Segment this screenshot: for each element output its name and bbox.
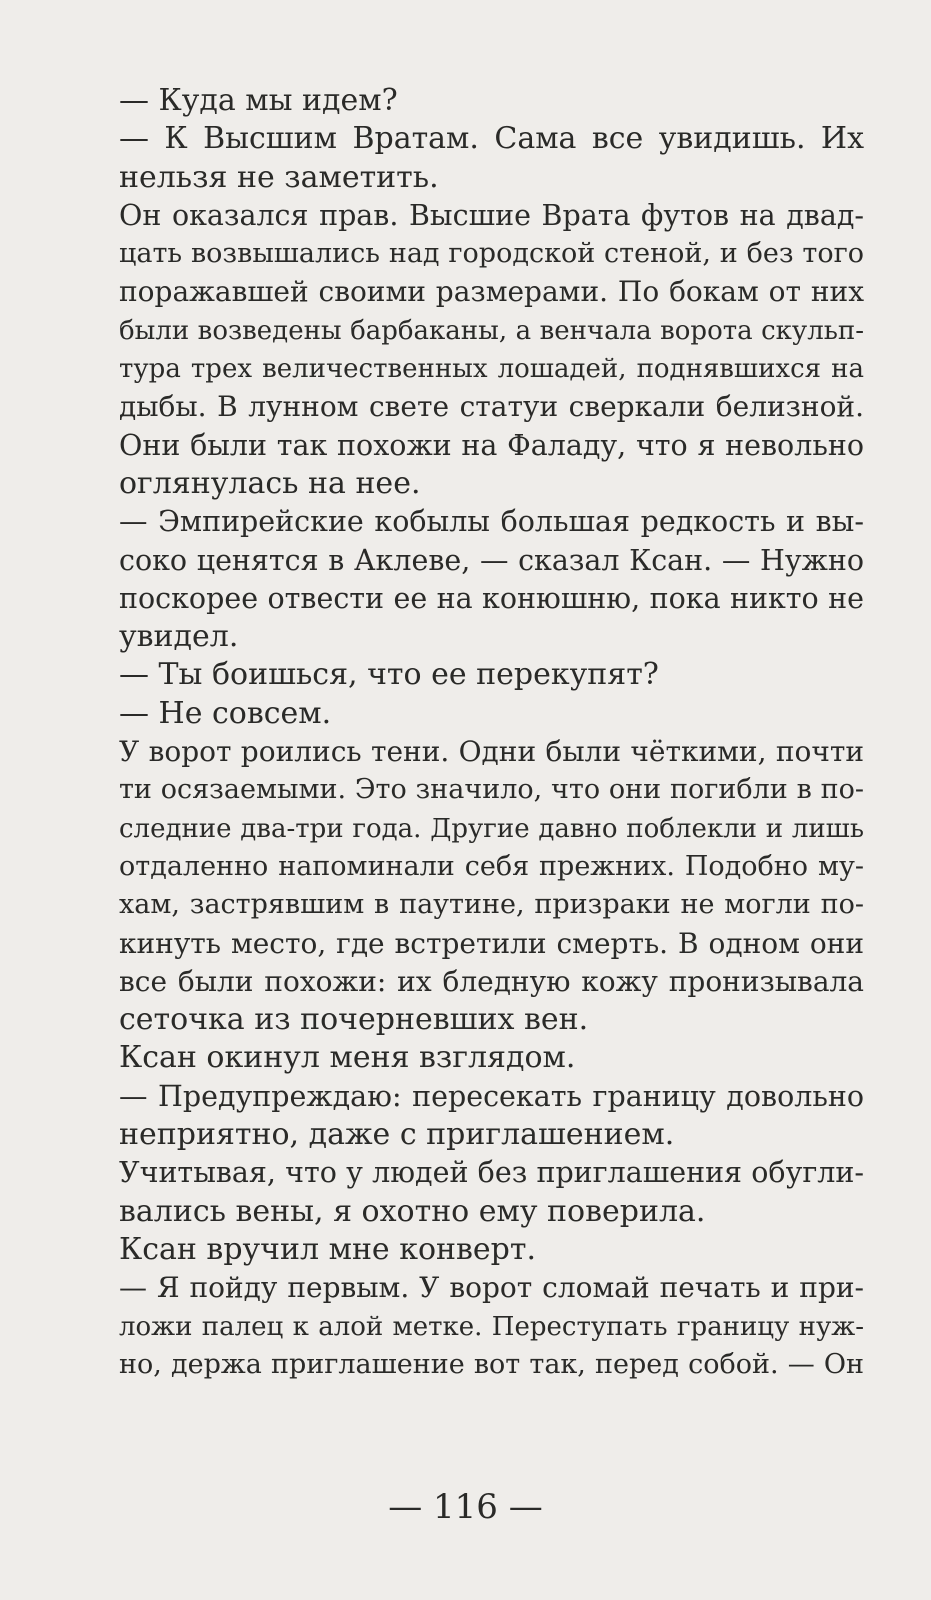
- text-line: следние два-три года. Другие давно поблекли и лишь: [119, 813, 864, 844]
- text-line: Они были так похожи на Фаладу, что я невольно: [119, 428, 864, 462]
- text-line: Ксан окинул меня взглядом.: [119, 1040, 576, 1076]
- text-line: оглянулась на нее.: [119, 465, 421, 501]
- text-line: увидел.: [119, 619, 239, 655]
- text-line: Он оказался прав. Высшие Врата футов на двад-: [119, 198, 864, 232]
- text-line: — Предупреждаю: пересекать границу довольно: [119, 1079, 864, 1113]
- text-line: дыбы. В лунном свете статуи сверкали белизной.: [119, 390, 864, 424]
- text-line: отдаленно напоминали себя прежних. Подобно му-: [119, 850, 864, 882]
- text-line: Учитывая, что у людей без приглашения обугли-: [119, 1156, 864, 1190]
- text-line: были возведены барбаканы, а венчала ворота скульп-: [119, 315, 864, 346]
- text-line: кинуть место, где встретили смерть. В одном они: [119, 926, 864, 960]
- text-line: вались вены, я охотно ему поверила.: [119, 1193, 706, 1229]
- text-line: — К Высшим Вратам. Сама все увидишь. Их: [119, 121, 864, 157]
- text-line: нельзя не заметить.: [119, 159, 439, 195]
- text-line: сеточка из почерневших вен.: [119, 1002, 589, 1038]
- body-text: [119, 82, 864, 1384]
- text-line: неприятно, даже с приглашением.: [119, 1117, 675, 1153]
- text-line: Ксан вручил мне конверт.: [119, 1231, 537, 1267]
- text-line: — Ты боишься, что ее перекупят?: [119, 657, 659, 693]
- text-line: тура трех величественных лошадей, поднявшихся на: [119, 354, 864, 385]
- text-line: — Эмпирейские кобылы большая редкость и вы-: [119, 505, 864, 539]
- text-line: ти осязаемыми. Это значило, что они погибли в по-: [119, 774, 864, 806]
- text-line: но, держа приглашение вот так, перед собой. — Он: [119, 1348, 864, 1380]
- text-line: — Я пойду первым. У ворот сломай печать и при-: [119, 1271, 864, 1305]
- text-line: У ворот роились тени. Одни были чёткими, почти: [119, 735, 864, 769]
- text-line: все были похожи: их бледную кожу пронизывала: [119, 964, 864, 998]
- text-line: — Не совсем.: [119, 695, 332, 731]
- text-line: поражавшей своими размерами. По бокам от них: [119, 275, 864, 309]
- text-line: поскорее отвести ее на конюшню, пока никто не: [119, 581, 864, 615]
- text-line: ложи палец к алой метке. Переступать границу нуж-: [119, 1311, 864, 1342]
- page-number: — 116 —: [388, 1487, 543, 1527]
- text-line: соко ценятся в Аклеве, — сказал Ксан. — Нужно: [119, 543, 864, 577]
- text-line: — Куда мы идем?: [119, 83, 398, 118]
- text-line: цать возвышались над городской стеной, и без того: [119, 238, 864, 270]
- text-line: хам, застрявшим в паутине, призраки не могли по-: [119, 889, 864, 921]
